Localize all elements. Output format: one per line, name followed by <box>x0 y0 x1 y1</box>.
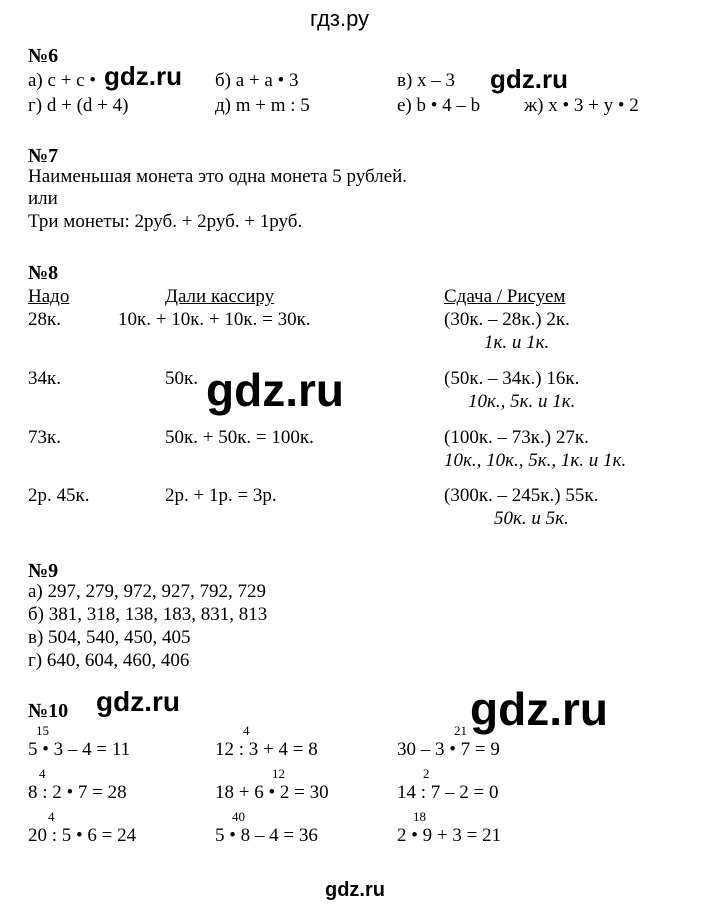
task8-row-coins: 10к., 5к. и 1к. <box>468 391 576 412</box>
task8-row-coins: 10к., 10к., 5к., 1к. и 1к. <box>444 450 627 471</box>
task7-line2: или <box>28 188 58 209</box>
task10-expression: 20 : 5 • 6 = 24 <box>28 825 137 846</box>
task10-expression: 2 • 9 + 3 = 21 <box>397 825 502 846</box>
task6-item-v: в) x – 3 <box>397 70 456 91</box>
task8-row-change: (300к. – 245к.) 55к. <box>444 485 599 506</box>
watermark-text: gdz.ru <box>490 64 568 94</box>
task8-row-given: 2р. + 1р. = 3р. <box>165 485 277 506</box>
task10-superscript: 4 <box>39 766 46 781</box>
task8-row-change: (100к. – 73к.) 27к. <box>444 427 589 448</box>
task10-superscript: 15 <box>36 723 49 738</box>
task10-superscript: 40 <box>232 809 245 824</box>
task10-superscript: 12 <box>272 766 285 781</box>
task10-expression: 8 : 2 • 7 = 28 <box>28 782 127 803</box>
task10-superscript: 21 <box>454 723 467 738</box>
task8-row-coins: 50к. и 5к. <box>494 508 569 529</box>
task8-row-given: 50к. <box>165 368 198 389</box>
task8-row-need: 2р. 45к. <box>28 485 90 506</box>
watermark-text: gdz.ru <box>325 879 385 901</box>
task7-line3: Три монеты: 2руб. + 2руб. + 1руб. <box>28 211 303 232</box>
task10-expression: 12 : 3 + 4 = 8 <box>215 739 318 760</box>
task10-expression: 18 + 6 • 2 = 30 <box>215 782 329 803</box>
task6-item-a: а) c + c • <box>28 70 96 91</box>
task9-line: г) 640, 604, 460, 406 <box>28 650 190 671</box>
task6-item-b: б) a + a • 3 <box>215 70 299 91</box>
task8-row-given: 10к. + 10к. + 10к. = 30к. <box>118 309 311 330</box>
task10-expression: 14 : 7 – 2 = 0 <box>397 782 499 803</box>
task10-superscript: 4 <box>48 809 55 824</box>
task10-superscript: 18 <box>413 809 426 824</box>
site-title: гдз.ру <box>310 6 370 31</box>
task10-expression: 5 • 3 – 4 = 11 <box>28 739 131 760</box>
task8-row-need: 28к. <box>28 309 61 330</box>
task10-superscript: 4 <box>243 723 250 738</box>
task9-heading: №9 <box>28 560 59 582</box>
task6-heading: №6 <box>28 45 59 67</box>
task10-heading: №10 <box>28 700 69 722</box>
task9-line: а) 297, 279, 972, 927, 792, 729 <box>28 581 267 602</box>
watermark-text: gdz.ru <box>206 364 344 416</box>
task6-item-e: е) b • 4 – b <box>397 95 481 116</box>
task8-header-change: Сдача / Рисуем <box>444 286 566 307</box>
watermark-text: gdz.ru <box>470 683 608 735</box>
task8-header-need: Надо <box>28 286 70 307</box>
task8-row-given: 50к. + 50к. = 100к. <box>165 427 314 448</box>
task10-expression: 5 • 8 – 4 = 36 <box>215 825 318 846</box>
task9-line: б) 381, 318, 138, 183, 831, 813 <box>28 604 268 625</box>
task6-item-d: д) m + m : 5 <box>215 95 310 116</box>
watermark-text: gdz.ru <box>104 61 182 91</box>
task8-row-change: (30к. – 28к.) 2к. <box>444 309 570 330</box>
task9-line: в) 504, 540, 450, 405 <box>28 627 191 648</box>
task10-superscript: 2 <box>423 766 430 781</box>
task8-header-given: Дали кассиру <box>165 286 275 307</box>
task8-row-need: 73к. <box>28 427 61 448</box>
task7-line1: Наименьшая монета это одна монета 5 рублей. <box>28 166 408 187</box>
task6-item-zh: ж) x • 3 + y • 2 <box>524 95 639 116</box>
task8-row-need: 34к. <box>28 368 61 389</box>
task8-row-change: (50к. – 34к.) 16к. <box>444 368 580 389</box>
task8-row-coins: 1к. и 1к. <box>484 332 550 353</box>
watermark-text: gdz.ru <box>96 686 180 717</box>
task8-heading: №8 <box>28 262 59 284</box>
task6-item-g: г) d + (d + 4) <box>28 95 129 116</box>
task7-heading: №7 <box>28 145 59 167</box>
task10-expression: 30 – 3 • 7 = 9 <box>397 739 500 760</box>
